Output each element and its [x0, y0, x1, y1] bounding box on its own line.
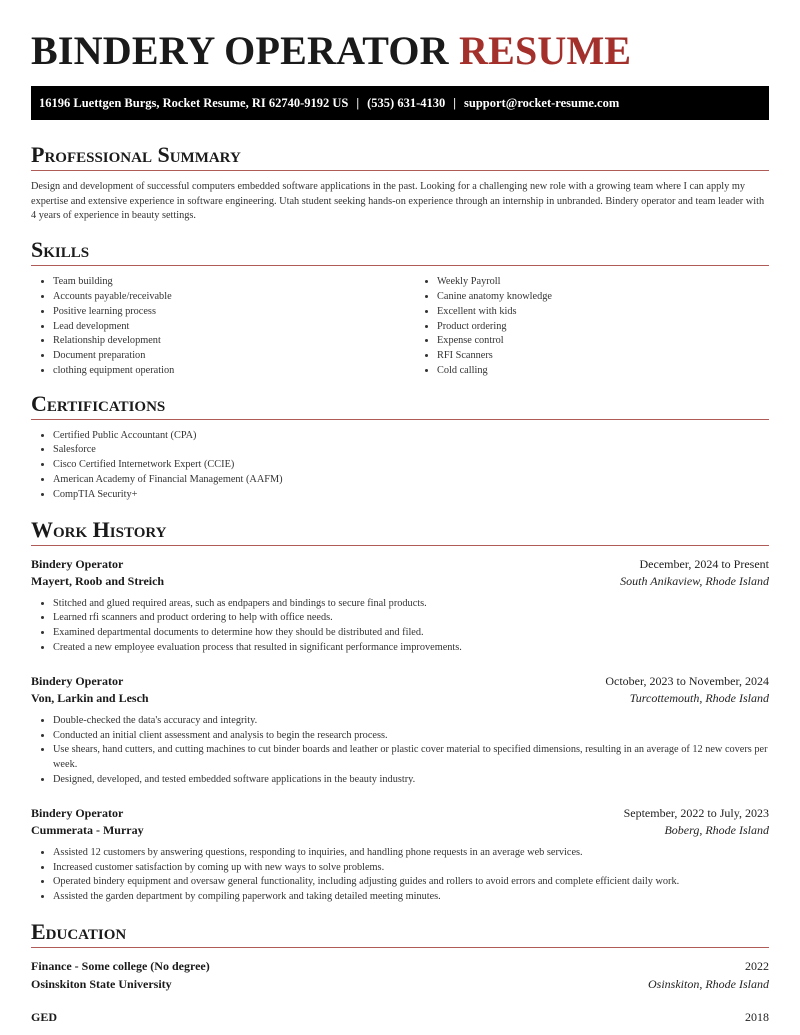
- job-bullet: • Assisted 12 customers by answering questions, responding to inquiries, and handling phone requests in an average web services.: [53, 846, 769, 861]
- skills-list-right: [415, 275, 799, 379]
- summary-text: Design and development of successful computers embedded software applications in the past. Looking for a challenging new role with a growing team where I can apply my expertise and extensive experience in software engineering. Utah student seeking hands-on experience through an internship in unbranded. Bindery operator and team leader with 4 years of experience in beauty settings.: [31, 181, 765, 222]
- job-bullets: [31, 714, 769, 788]
- work-history-section: [31, 517, 769, 905]
- contact-separator: |: [356, 96, 360, 110]
- job-title: Bindery Operator: [31, 556, 124, 571]
- job-bullet: • Stitched and glued required areas, such as endpapers and bindings to secure final products.: [53, 597, 769, 612]
- certifications-heading: Certifications: [31, 391, 769, 420]
- skill-item: • Canine anatomy knowledge: [437, 290, 799, 305]
- job-bullet: • Conducted an initial client assessment and analysis to begin the research process.: [53, 729, 769, 744]
- skills-section: [31, 237, 769, 379]
- job-company: Von, Larkin and Lesch: [31, 691, 149, 706]
- job-location: Turcottemouth, Rhode Island: [629, 691, 769, 706]
- contact-email[interactable]: support@rocket-resume.com: [464, 96, 620, 110]
- job-company: Mayert, Roob and Streich: [31, 574, 165, 589]
- education-year: 2022: [745, 959, 769, 974]
- education-degree: Finance - Some college (No degree): [31, 959, 210, 974]
- skill-item: • Excellent with kids: [437, 305, 799, 320]
- job-title: Bindery Operator: [31, 805, 124, 820]
- skill-item: • Accounts payable/receivable: [53, 290, 415, 305]
- skill-item: • Lead development: [53, 320, 415, 335]
- job-company: Cummerata - Murray: [31, 823, 144, 838]
- certification-item: • CompTIA Security+: [53, 488, 769, 503]
- contact-bar: [31, 86, 769, 120]
- job-bullet: • Learned rfi scanners and product ordering to help with office needs.: [53, 611, 769, 626]
- skills-heading: Skills: [31, 237, 769, 266]
- job-bullets: [31, 597, 769, 656]
- skill-item: • clothing equipment operation: [53, 364, 415, 379]
- job-dates: September, 2022 to July, 2023: [623, 805, 769, 820]
- skill-item: • Product ordering: [437, 320, 799, 335]
- job-bullets: [31, 846, 769, 905]
- job-bullet: • Use shears, hand cutters, and cutting machines to cut binder boards and leather or plastic cover material to specified dimensions, resulting in an average of 12 new covers per week.: [53, 743, 769, 773]
- education-section: [31, 919, 769, 1027]
- job-location: South Anikaview, Rhode Island: [620, 574, 769, 589]
- skill-item: • Team building: [53, 275, 415, 290]
- education-entry: [31, 1009, 769, 1027]
- skill-item: • Positive learning process: [53, 305, 415, 320]
- job-bullet: • Operated bindery equipment and oversaw general functionality, including adjusting guides and rollers to avoid errors and complete efficient daily work.: [53, 875, 769, 890]
- job-bullet: • Designed, developed, and tested embedded software applications in the beauty industry.: [53, 773, 769, 788]
- education-degree: GED: [31, 1010, 58, 1025]
- education-heading: Education: [31, 919, 769, 948]
- resume-title: [31, 0, 769, 73]
- skill-item: • Relationship development: [53, 334, 415, 349]
- job-dates: December, 2024 to Present: [639, 556, 769, 571]
- job-bullet: • Increased customer satisfaction by coming up with new ways to solve problems.: [53, 861, 769, 876]
- skill-item: • Weekly Payroll: [437, 275, 799, 290]
- education-year: 2018: [745, 1010, 769, 1025]
- contact-separator: |: [453, 96, 457, 110]
- skills-list-left: [31, 275, 415, 379]
- job-entry: [31, 673, 769, 788]
- certification-item: • Certified Public Accountant (CPA): [53, 429, 769, 444]
- certifications-list: [31, 429, 769, 503]
- certification-item: • Salesforce: [53, 443, 769, 458]
- resume-page: [31, 0, 769, 1027]
- summary-heading: Professional Summary: [31, 142, 769, 171]
- education-location: Osinskiton, Rhode Island: [648, 976, 769, 991]
- skill-item: • RFI Scanners: [437, 349, 799, 364]
- certification-item: • American Academy of Financial Management (AAFM): [53, 473, 769, 488]
- contact-address: 16196 Luettgen Burgs, Rocket Resume, RI 62740-9192 US: [39, 96, 349, 110]
- title-main: BINDERY OPERATOR: [31, 28, 449, 73]
- work-history-heading: Work History: [31, 517, 769, 546]
- job-title: Bindery Operator: [31, 673, 124, 688]
- job-entry: [31, 556, 769, 656]
- summary-section: [31, 142, 769, 224]
- education-school: Osinskiton State University: [31, 976, 172, 991]
- contact-phone: (535) 631-4130: [367, 96, 446, 110]
- title-accent: RESUME: [458, 28, 632, 73]
- skill-item: • Cold calling: [437, 364, 799, 379]
- skill-item: • Document preparation: [53, 349, 415, 364]
- certification-item: • Cisco Certified Internetwork Expert (CCIE): [53, 458, 769, 473]
- job-bullet: • Double-checked the data's accuracy and integrity.: [53, 714, 769, 729]
- job-entry: [31, 805, 769, 905]
- job-dates: October, 2023 to November, 2024: [605, 673, 769, 688]
- certifications-section: [31, 391, 769, 503]
- job-bullet: • Examined departmental documents to determine how they should be distributed and filed.: [53, 626, 769, 641]
- skill-item: • Expense control: [437, 334, 799, 349]
- job-location: Boberg, Rhode Island: [664, 823, 769, 838]
- job-bullet: • Created a new employee evaluation process that resulted in significant performance improvements.: [53, 641, 769, 656]
- job-bullet: • Assisted the garden department by compiling paperwork and taking detailed meeting minutes.: [53, 890, 769, 905]
- education-entry: [31, 958, 769, 993]
